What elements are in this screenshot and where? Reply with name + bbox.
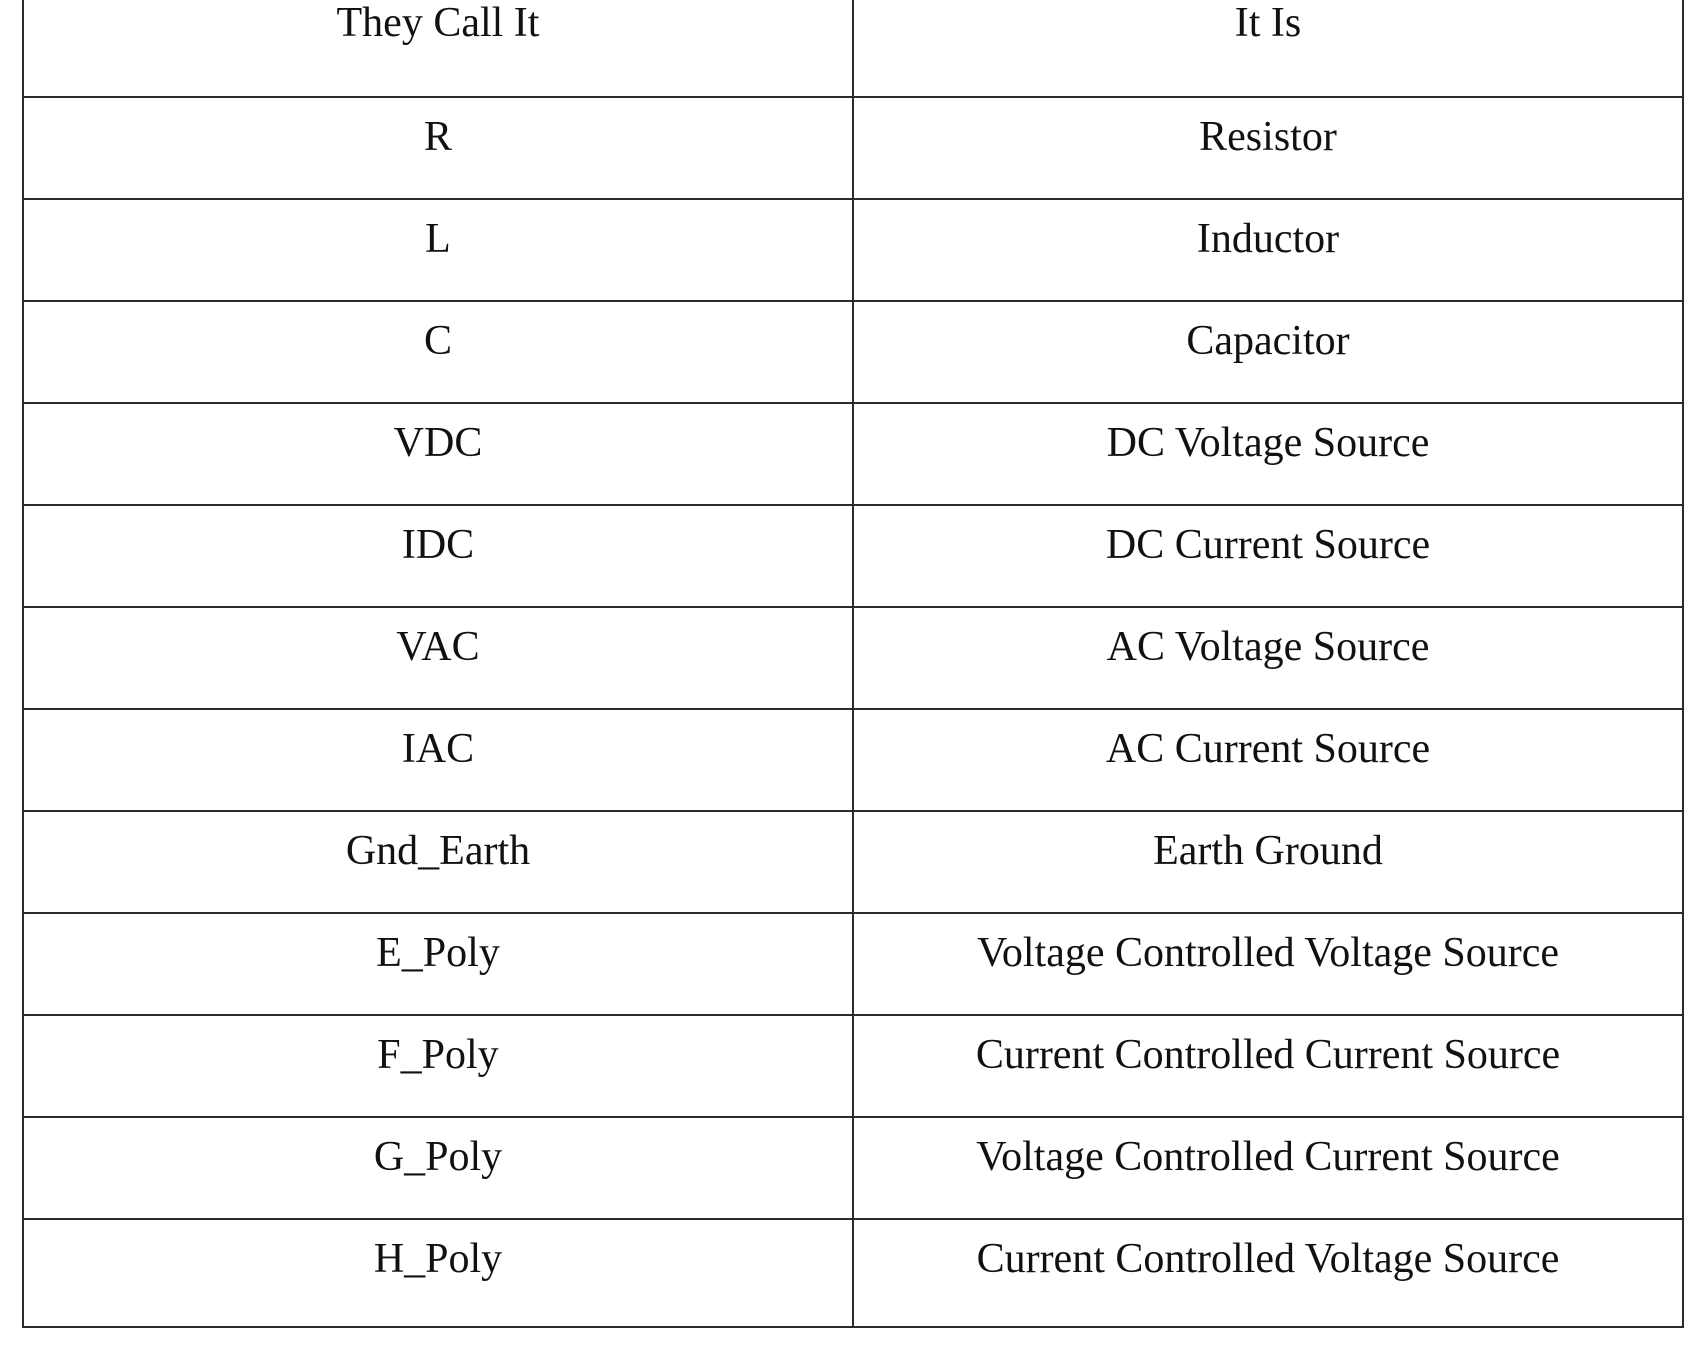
table-header-row	[23, 0, 1683, 97]
cell-it-is	[853, 97, 1683, 199]
cell-text: Earth Ground	[1153, 828, 1383, 874]
component-mapping-table	[22, 0, 1684, 1328]
cell-text: DC Current Source	[1105, 522, 1431, 568]
cell-text: IDC	[401, 522, 475, 568]
cell-they-call-it	[23, 811, 853, 913]
table-row	[23, 403, 1683, 505]
header-cell-they-call-it	[23, 0, 853, 97]
table-row	[23, 97, 1683, 199]
header-label: They Call It	[336, 0, 540, 46]
cell-text: H_Poly	[373, 1236, 503, 1282]
table-row	[23, 505, 1683, 607]
cell-they-call-it	[23, 199, 853, 301]
table-row	[23, 811, 1683, 913]
table-row	[23, 1015, 1683, 1117]
cell-they-call-it	[23, 1117, 853, 1219]
table-row	[23, 1117, 1683, 1219]
cell-they-call-it	[23, 709, 853, 811]
cell-text: Voltage Controlled Voltage Source	[976, 930, 1560, 976]
cell-they-call-it	[23, 1015, 853, 1117]
cell-text: Gnd_Earth	[345, 828, 531, 874]
cell-text: VAC	[396, 624, 480, 670]
cell-text: Voltage Controlled Current Source	[976, 1134, 1560, 1180]
cell-it-is	[853, 709, 1683, 811]
cell-text: E_Poly	[376, 930, 500, 976]
cell-it-is	[853, 403, 1683, 505]
cell-they-call-it	[23, 607, 853, 709]
cell-they-call-it	[23, 505, 853, 607]
header-label: It Is	[1234, 0, 1302, 46]
cell-it-is	[853, 505, 1683, 607]
cell-they-call-it	[23, 1219, 853, 1327]
cell-it-is	[853, 1015, 1683, 1117]
cell-text: Current Controlled Voltage Source	[976, 1236, 1560, 1282]
table-body	[23, 0, 1683, 1327]
cell-text: Capacitor	[1186, 318, 1350, 364]
cell-text: L	[425, 216, 451, 262]
cell-text: C	[423, 318, 452, 364]
cell-it-is	[853, 301, 1683, 403]
cell-text: Resistor	[1199, 114, 1337, 160]
header-cell-it-is	[853, 0, 1683, 97]
cell-text: DC Voltage Source	[1106, 420, 1430, 466]
cell-it-is	[853, 1219, 1683, 1327]
cell-they-call-it	[23, 301, 853, 403]
cell-they-call-it	[23, 403, 853, 505]
cell-text: AC Current Source	[1105, 726, 1431, 772]
table-row	[23, 1219, 1683, 1327]
cell-text: R	[423, 114, 452, 160]
table-row	[23, 301, 1683, 403]
cell-text: IAC	[401, 726, 475, 772]
cell-it-is	[853, 1117, 1683, 1219]
cell-it-is	[853, 199, 1683, 301]
cell-it-is	[853, 607, 1683, 709]
cell-text: F_Poly	[377, 1032, 499, 1078]
cell-text: G_Poly	[373, 1134, 503, 1180]
cell-they-call-it	[23, 97, 853, 199]
cell-text: VDC	[393, 420, 483, 466]
table-row	[23, 199, 1683, 301]
cell-text: AC Voltage Source	[1106, 624, 1430, 670]
cell-they-call-it	[23, 913, 853, 1015]
cell-text: Inductor	[1196, 216, 1340, 262]
table-row	[23, 709, 1683, 811]
cell-it-is	[853, 811, 1683, 913]
cell-text: Current Controlled Current Source	[975, 1032, 1561, 1078]
cell-it-is	[853, 913, 1683, 1015]
table-row	[23, 913, 1683, 1015]
table-row	[23, 607, 1683, 709]
